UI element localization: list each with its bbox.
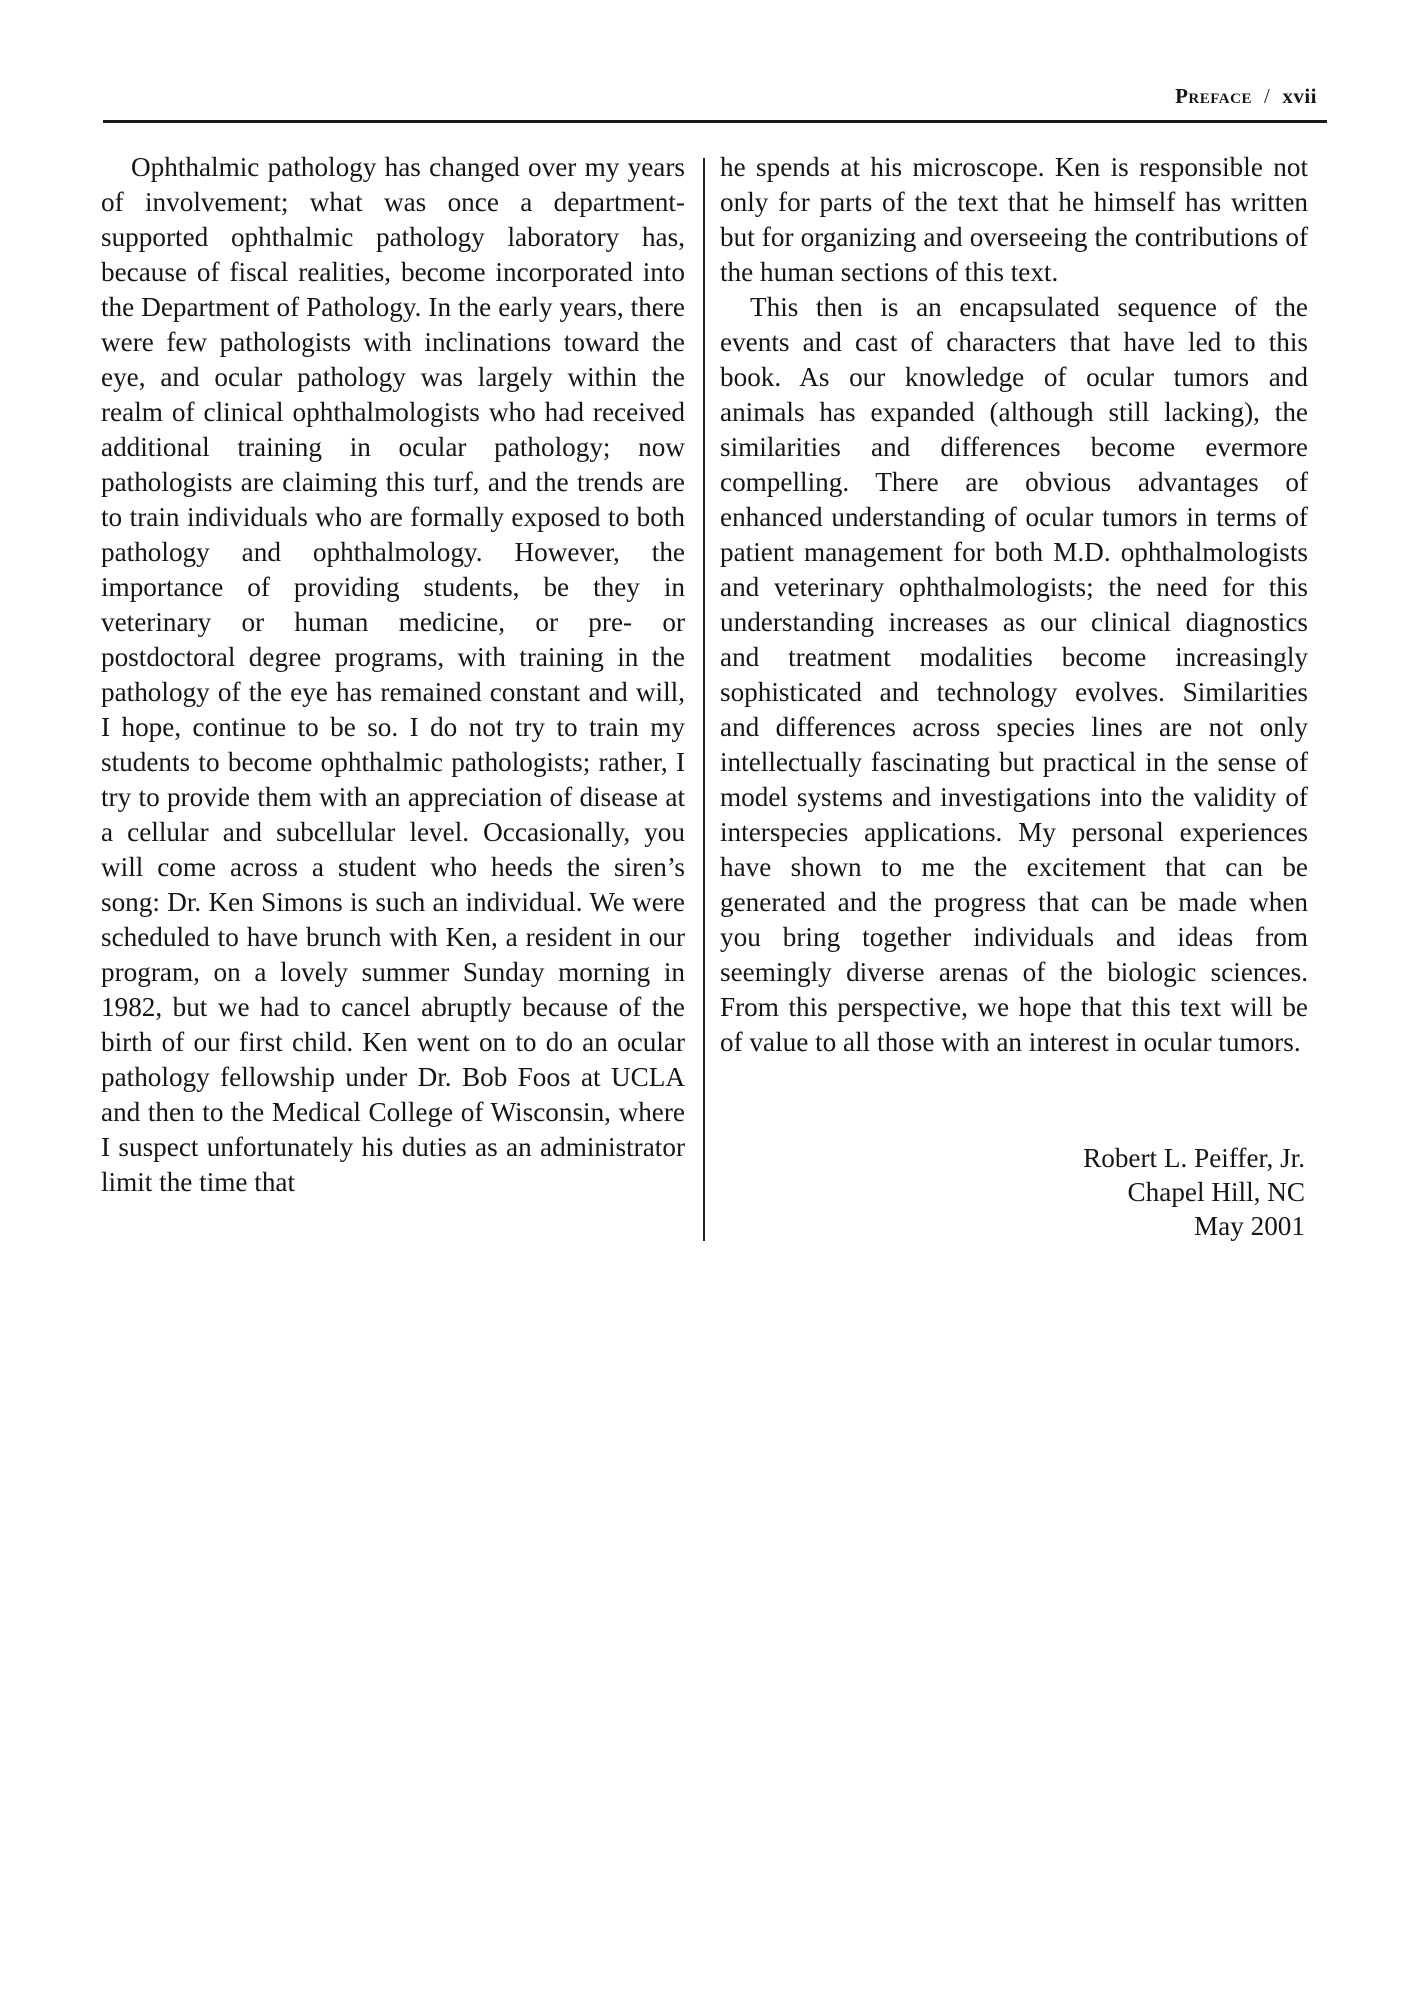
page-number: xvii [1282, 84, 1317, 108]
running-head [1175, 84, 1317, 109]
left-paragraph: Ophthalmic pathology has changed over my years of involvement; what was once a department-supported ophthalmic pathology laboratory has, because of fiscal realities, become incorporated into the Department of Pathology. In the early years, there were few pathologists with inclinations toward the eye, and ocular pathology was largely within the realm of clinical ophthalmologists who had received additional training in ocular pathology; now pathologists are claiming this turf, and the trends are to train individuals who are formally exposed to both pathology and ophthalmology. However, the importance of providing students, be they in veterinary or human medicine, or pre- or postdoctoral degree programs, with training in the pathology of the eye has remained constant and will, I hope, continue to be so. I do not try to train my students to become ophthalmic pathologists; rather, I try to provide them with an appreciation of disease at a cellular and subcellular level. Occasionally, you will come across a student who heeds the siren’s song: Dr. Ken Simons is such an individual. We were scheduled to have brunch with Ken, a resident in our program, on a lovely summer Sunday morning in 1982, but we had to cancel abruptly because of the birth of our first child. Ken went on to do an ocular pathology fellowship under Dr. Bob Foos at UCLA and then to the Medical College of Wisconsin, where I suspect unfortunately his duties as an administrator limit the time that [101, 152, 685, 1197]
signature-block [1083, 1141, 1305, 1243]
signature-location: Chapel Hill, NC [1127, 1177, 1305, 1207]
header-rule [103, 120, 1327, 123]
column-divider [703, 158, 705, 1241]
running-head-section: Preface [1175, 84, 1252, 108]
running-head-separator: / [1263, 84, 1271, 108]
signature-name: Robert L. Peiffer, Jr. [1083, 1143, 1305, 1173]
right-continuation-paragraph: he spends at his microscope. Ken is responsible not only for parts of the text that he himself has written but for organizing and overseeing the contributions of the human sections of this text. [720, 152, 1308, 287]
left-column [101, 150, 685, 1200]
right-column [720, 150, 1308, 1060]
signature-date: May 2001 [1193, 1211, 1305, 1241]
right-paragraph: This then is an encapsulated sequence of the events and cast of characters that have led to this book. As our knowledge of ocular tumors and animals has expanded (although still lacking), the similarities and differences become evermore compelling. There are obvious advantages of enhanced understanding of ocular tumors in terms of patient management for both M.D. ophthalmologists and veterinary ophthalmologists; the need for this understanding increases as our clinical diagnostics and treatment modalities become increasingly sophisticated and technology evolves. Similarities and differences across species lines are not only intellectually fascinating but practical in the sense of model systems and investigations into the validity of interspecies applications. My personal experiences have shown to me the excitement that can be generated and the progress that can be made when you bring together individuals and ideas from seemingly diverse arenas of the biologic sciences. From this perspective, we hope that this text will be of value to all those with an interest in ocular tumors. [720, 292, 1308, 1057]
